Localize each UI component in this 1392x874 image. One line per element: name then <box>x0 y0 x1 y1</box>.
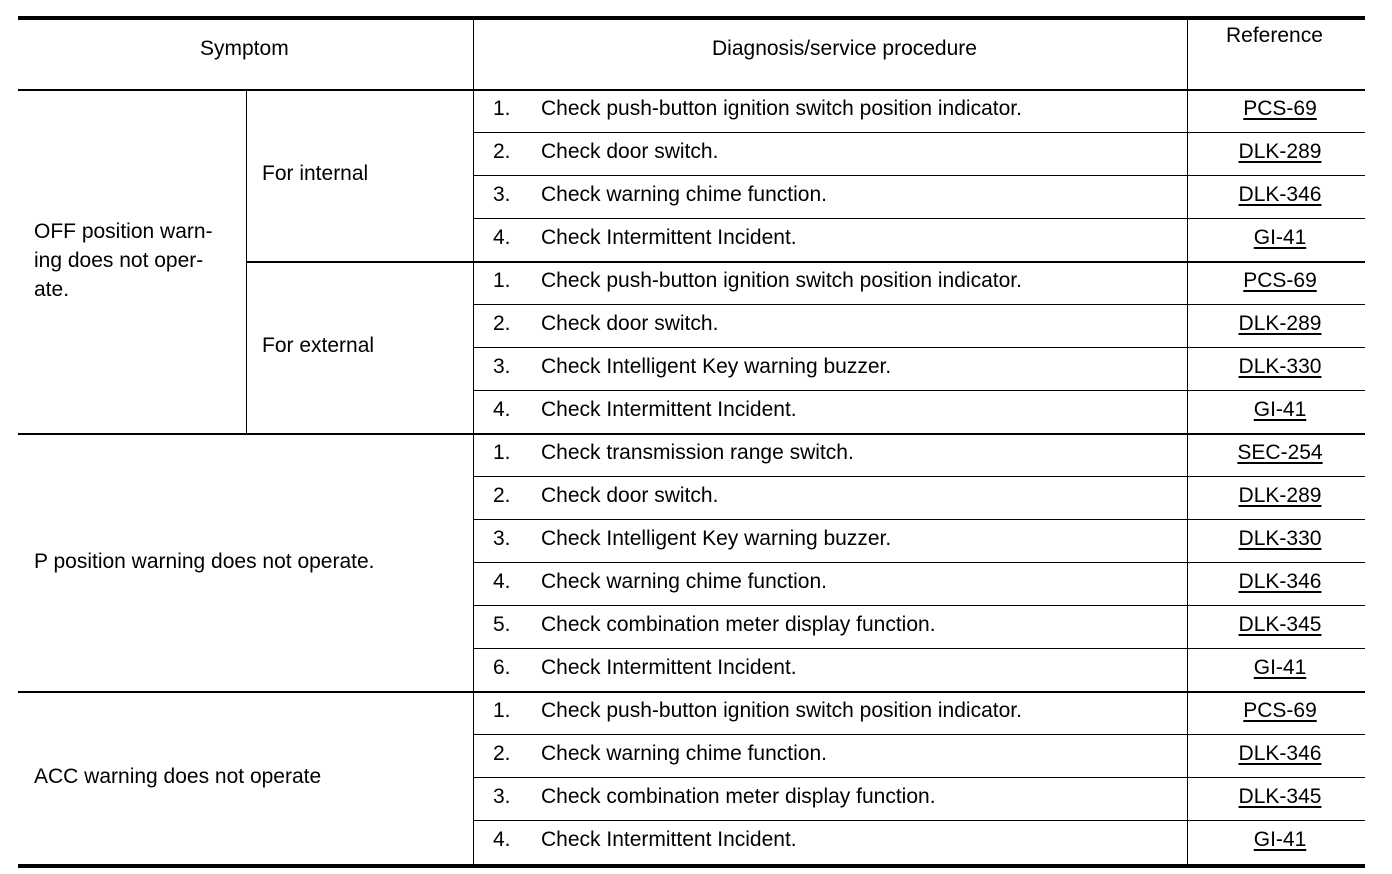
step-number: 6. <box>493 656 511 679</box>
group-divider <box>18 433 1365 435</box>
table-bottom-border <box>18 864 1365 868</box>
row-divider <box>473 175 1365 176</box>
reference-link[interactable]: DLK-289 <box>1238 312 1322 335</box>
row-divider <box>473 519 1365 520</box>
reference-cell <box>1191 696 1369 726</box>
step-number: 3. <box>493 785 511 808</box>
reference-cell <box>1191 653 1369 683</box>
procedure-text: Check push-button ignition switch position indicator. <box>541 97 1022 120</box>
reference-link[interactable]: DLK-330 <box>1238 527 1322 550</box>
reference-cell <box>1191 825 1369 855</box>
reference-link[interactable]: GI-41 <box>1253 398 1307 421</box>
reference-link[interactable]: GI-41 <box>1253 656 1307 679</box>
row-divider <box>473 777 1365 778</box>
header-procedure: Diagnosis/service procedure <box>712 37 977 60</box>
reference-cell <box>1191 94 1369 124</box>
symptom-text: ACC warning does not operate <box>34 764 322 788</box>
procedure-text: Check Intermittent Incident. <box>541 828 797 851</box>
row-divider <box>473 218 1365 219</box>
reference-cell <box>1191 352 1369 382</box>
step-number: 3. <box>493 355 511 378</box>
step-number: 2. <box>493 140 511 163</box>
subgroup-divider <box>246 261 1365 263</box>
reference-link[interactable]: PCS-69 <box>1243 97 1317 120</box>
reference-cell <box>1191 266 1369 296</box>
reference-link[interactable]: DLK-345 <box>1238 613 1322 636</box>
symptom-text: OFF position warn- <box>34 219 213 243</box>
row-divider <box>473 347 1365 348</box>
reference-cell <box>1191 438 1369 468</box>
step-number: 1. <box>493 699 511 722</box>
procedure-text: Check Intermittent Incident. <box>541 656 797 679</box>
step-number: 2. <box>493 742 511 765</box>
reference-cell <box>1191 524 1369 554</box>
reference-cell <box>1191 782 1369 812</box>
procedure-column-border <box>473 16 474 864</box>
procedure-text: Check combination meter display function. <box>541 785 936 808</box>
procedure-text: Check Intermittent Incident. <box>541 226 797 249</box>
procedure-text: Check transmission range switch. <box>541 441 854 464</box>
symptom-text: ing does not oper- <box>34 248 204 272</box>
reference-cell <box>1191 567 1369 597</box>
row-divider <box>473 734 1365 735</box>
reference-link[interactable]: PCS-69 <box>1243 269 1317 292</box>
row-divider <box>473 476 1365 477</box>
step-number: 2. <box>493 312 511 335</box>
row-divider <box>473 562 1365 563</box>
reference-link[interactable]: PCS-69 <box>1243 699 1317 722</box>
procedure-text: Check combination meter display function. <box>541 613 936 636</box>
subgroup-label: For internal <box>262 162 369 185</box>
procedure-text: Check Intelligent Key warning buzzer. <box>541 527 892 550</box>
subgroup-label: For external <box>262 334 375 357</box>
symptom-text: ate. <box>34 277 70 301</box>
header-reference: Reference <box>1226 24 1323 47</box>
reference-link[interactable]: DLK-346 <box>1238 570 1322 593</box>
procedure-text: Check Intermittent Incident. <box>541 398 797 421</box>
symptom-text: P position warning does not operate. <box>34 549 375 573</box>
step-number: 3. <box>493 183 511 206</box>
reference-link[interactable]: GI-41 <box>1253 226 1307 249</box>
table-top-border <box>18 16 1365 20</box>
procedure-text: Check warning chime function. <box>541 183 827 206</box>
header-bottom-border <box>18 89 1365 91</box>
row-divider <box>473 390 1365 391</box>
row-divider <box>473 605 1365 606</box>
step-number: 4. <box>493 226 511 249</box>
reference-link[interactable]: GI-41 <box>1253 828 1307 851</box>
reference-cell <box>1191 137 1369 167</box>
reference-link[interactable]: DLK-346 <box>1238 742 1322 765</box>
procedure-text: Check warning chime function. <box>541 570 827 593</box>
step-number: 4. <box>493 570 511 593</box>
step-number: 1. <box>493 441 511 464</box>
reference-link[interactable]: DLK-330 <box>1238 355 1322 378</box>
reference-column-border <box>1187 16 1188 864</box>
reference-link[interactable]: DLK-345 <box>1238 785 1322 808</box>
step-number: 5. <box>493 613 511 636</box>
step-number: 2. <box>493 484 511 507</box>
step-number: 4. <box>493 828 511 851</box>
procedure-text: Check door switch. <box>541 312 719 335</box>
row-divider <box>473 304 1365 305</box>
reference-cell <box>1191 180 1369 210</box>
reference-link[interactable]: DLK-289 <box>1238 484 1322 507</box>
header-symptom: Symptom <box>200 37 289 60</box>
group-divider <box>18 691 1365 693</box>
reference-link[interactable]: SEC-254 <box>1237 441 1323 464</box>
step-number: 3. <box>493 527 511 550</box>
procedure-text: Check push-button ignition switch position indicator. <box>541 699 1022 722</box>
reference-cell <box>1191 309 1369 339</box>
reference-cell <box>1191 610 1369 640</box>
step-number: 1. <box>493 269 511 292</box>
step-number: 1. <box>493 97 511 120</box>
row-divider <box>473 820 1365 821</box>
reference-cell <box>1191 481 1369 511</box>
reference-cell <box>1191 223 1369 253</box>
procedure-text: Check push-button ignition switch position indicator. <box>541 269 1022 292</box>
row-divider <box>473 132 1365 133</box>
reference-cell <box>1191 395 1369 425</box>
reference-cell <box>1191 739 1369 769</box>
subgroup-column-border <box>246 90 247 434</box>
step-number: 4. <box>493 398 511 421</box>
procedure-text: Check door switch. <box>541 484 719 507</box>
row-divider <box>473 648 1365 649</box>
reference-link[interactable]: DLK-289 <box>1238 140 1322 163</box>
procedure-text: Check warning chime function. <box>541 742 827 765</box>
procedure-text: Check Intelligent Key warning buzzer. <box>541 355 892 378</box>
procedure-text: Check door switch. <box>541 140 719 163</box>
reference-link[interactable]: DLK-346 <box>1238 183 1322 206</box>
